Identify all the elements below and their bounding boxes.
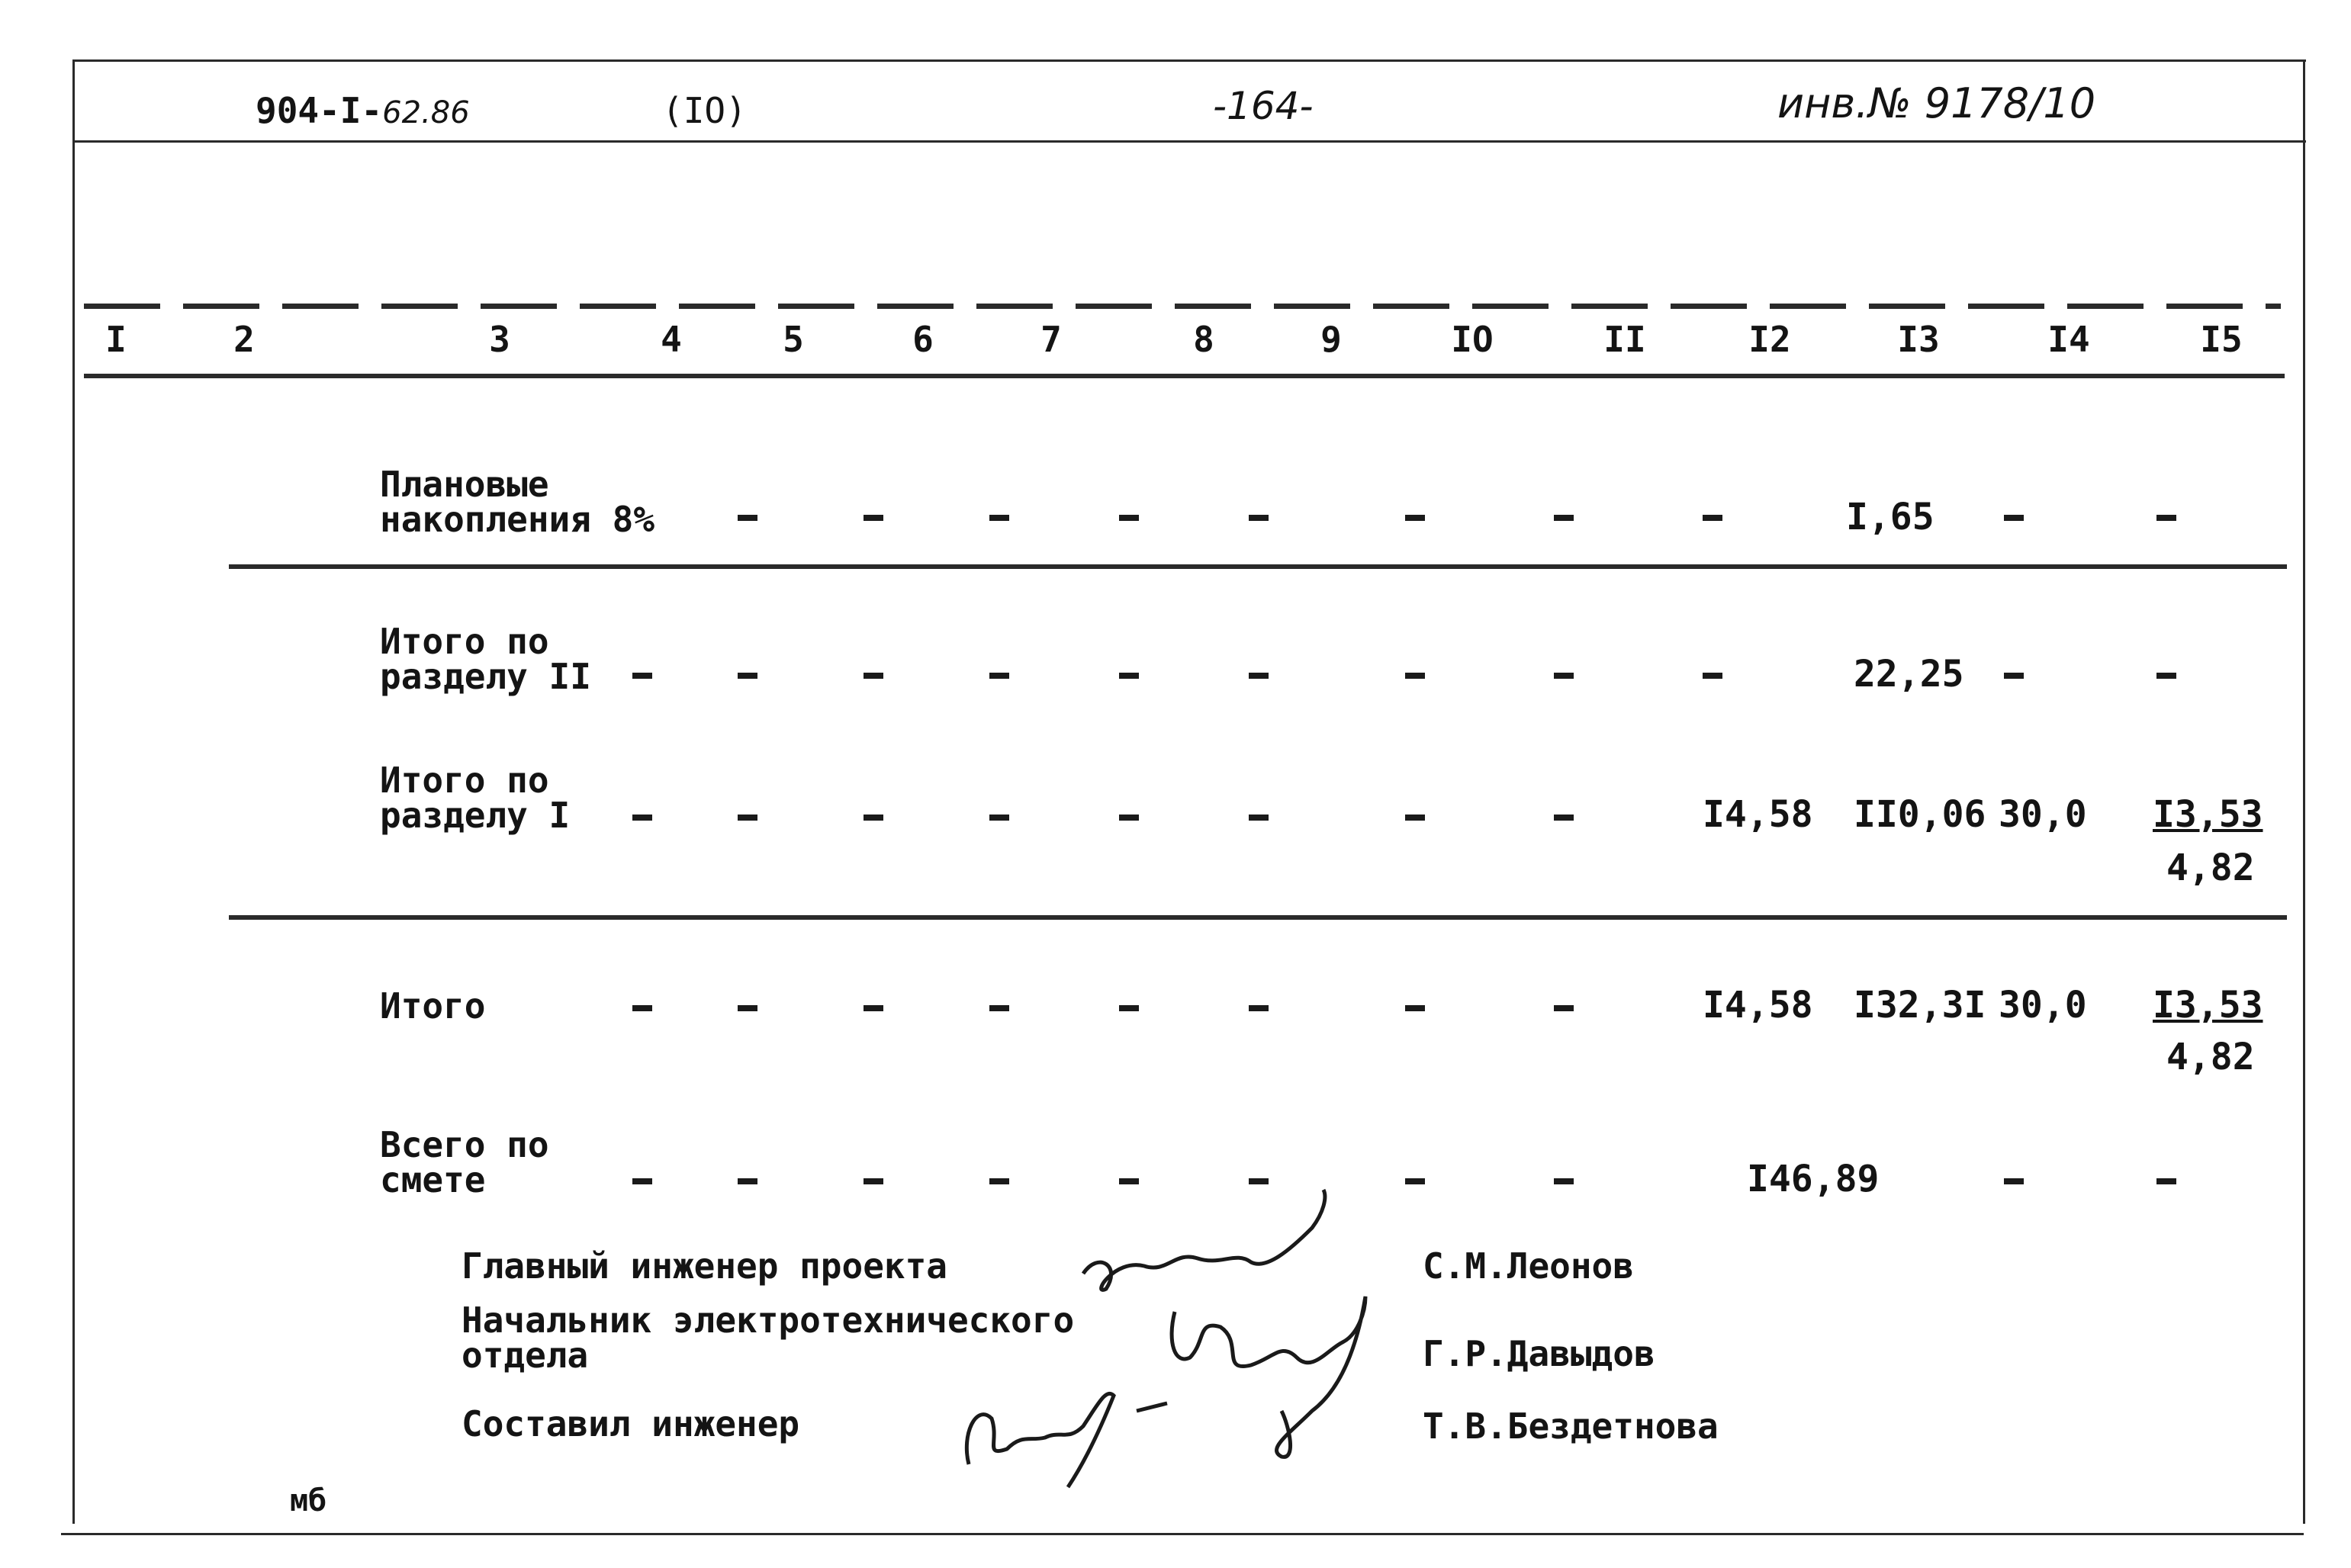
column-number: 4 xyxy=(661,319,682,360)
column-number: II xyxy=(1603,319,1646,360)
column-number: 8 xyxy=(1193,319,1214,360)
row-label xyxy=(380,1124,549,1200)
column-number: I3 xyxy=(1897,319,1940,360)
empty-cell-dash xyxy=(1405,515,1425,521)
empty-cell-dash xyxy=(864,815,883,821)
doc-code-handwritten: 62.86 xyxy=(382,95,470,130)
column-number: IO xyxy=(1451,319,1494,360)
empty-cell-dash xyxy=(1249,1005,1269,1011)
cell-value-total: I46,89 xyxy=(1747,1158,1880,1200)
empty-cell-dash xyxy=(632,1178,652,1184)
empty-cell-dash xyxy=(1405,1178,1425,1184)
column-number: 2 xyxy=(233,319,255,360)
empty-cell-dash xyxy=(1119,1178,1139,1184)
empty-cell-dash xyxy=(1405,815,1425,821)
empty-cell-dash xyxy=(632,815,652,821)
doc-code xyxy=(256,90,470,131)
empty-cell-dash xyxy=(1249,673,1269,679)
department-head-name: Г.Р.Давыдов xyxy=(1423,1333,1655,1374)
cell-value: I,65 xyxy=(1846,496,1935,538)
header-divider xyxy=(72,140,2306,143)
column-number: 7 xyxy=(1040,319,1062,360)
signature-chief xyxy=(1083,1190,1325,1290)
column-number: 6 xyxy=(912,319,934,360)
column-number: I4 xyxy=(2047,319,2090,360)
empty-cell-dash xyxy=(989,1178,1009,1184)
percent-value: 8% xyxy=(612,499,655,540)
footer-mark: мб xyxy=(290,1483,327,1518)
row-separator xyxy=(229,564,2287,569)
cell-value: I4,58 xyxy=(1703,984,1813,1027)
signature-author-stroke xyxy=(1137,1403,1167,1411)
row-label-line: разделу I xyxy=(380,795,571,836)
column-number: 5 xyxy=(783,319,804,360)
cell-value: I4,58 xyxy=(1703,793,1813,836)
empty-cell-dash xyxy=(1703,515,1722,521)
empty-cell-dash xyxy=(864,673,883,679)
empty-cell-dash xyxy=(1249,815,1269,821)
empty-cell-dash xyxy=(1119,1005,1139,1011)
row-label xyxy=(380,621,591,697)
role-line: Начальник электротехнического xyxy=(462,1300,1075,1341)
author-name: Т.В.Бездетнова xyxy=(1423,1406,1719,1447)
row-label xyxy=(380,760,571,836)
empty-cell-dash xyxy=(738,1005,757,1011)
empty-cell-dash xyxy=(1119,515,1139,521)
empty-cell-dash xyxy=(989,515,1009,521)
cell-value: 22,25 xyxy=(1854,653,1964,696)
empty-cell-dash xyxy=(738,673,757,679)
empty-cell-dash xyxy=(1405,1005,1425,1011)
cell-value-numerator: I3,53 xyxy=(2153,793,2263,836)
frame-right xyxy=(2303,59,2305,1524)
empty-cell-dash xyxy=(738,815,757,821)
empty-cell-dash xyxy=(2004,673,2024,679)
chief-engineer-name: С.М.Леонов xyxy=(1423,1245,1634,1287)
chief-engineer-role: Главный инженер проекта xyxy=(462,1245,947,1287)
empty-cell-dash xyxy=(1119,815,1139,821)
row-label-line: Итого по xyxy=(380,621,549,662)
signature-head xyxy=(1172,1296,1365,1457)
column-number: 3 xyxy=(489,319,510,360)
empty-cell-dash xyxy=(864,515,883,521)
empty-cell-dash xyxy=(1554,673,1574,679)
column-number: I xyxy=(105,319,127,360)
column-number: 9 xyxy=(1320,319,1342,360)
row-separator xyxy=(229,915,2287,920)
row-label-line: Плановые xyxy=(380,464,549,505)
cell-value-numerator: I3,53 xyxy=(2153,984,2263,1027)
inventory-number: инв.№ 9178/10 xyxy=(1777,79,2096,127)
page-number: -164- xyxy=(1213,84,1314,128)
cell-value-denominator: 4,82 xyxy=(2166,1036,2255,1078)
cell-value: 30,0 xyxy=(1999,984,2087,1027)
empty-cell-dash xyxy=(738,1178,757,1184)
row-label-line: Итого xyxy=(380,985,486,1027)
empty-cell-dash xyxy=(2156,1178,2176,1184)
row-label-line: смете xyxy=(380,1159,486,1200)
empty-cell-dash xyxy=(1703,673,1722,679)
empty-cell-dash xyxy=(632,673,652,679)
row-label xyxy=(380,464,655,540)
column-number: I5 xyxy=(2200,319,2243,360)
empty-cell-dash xyxy=(2004,1178,2024,1184)
sheet-label: (IO) xyxy=(662,90,747,131)
empty-cell-dash xyxy=(864,1005,883,1011)
author-role: Составил инженер xyxy=(462,1403,800,1444)
empty-cell-dash xyxy=(1119,673,1139,679)
cell-value: 30,0 xyxy=(1999,793,2087,836)
empty-cell-dash xyxy=(1554,1178,1574,1184)
row-label-line: разделу II xyxy=(380,656,591,697)
frame-left xyxy=(72,59,75,1524)
empty-cell-dash xyxy=(2156,673,2176,679)
row-label-line: Всего по xyxy=(380,1124,549,1165)
empty-cell-dash xyxy=(2156,515,2176,521)
empty-cell-dash xyxy=(1554,515,1574,521)
empty-cell-dash xyxy=(1405,673,1425,679)
department-head-role xyxy=(462,1300,1075,1376)
empty-cell-dash xyxy=(1554,1005,1574,1011)
cell-value-denominator: 4,82 xyxy=(2166,847,2255,889)
role-line: отдела xyxy=(462,1335,589,1376)
empty-cell-dash xyxy=(1249,1178,1269,1184)
empty-cell-dash xyxy=(989,1005,1009,1011)
empty-cell-dash xyxy=(738,515,757,521)
column-header-underline xyxy=(84,374,2285,378)
empty-cell-dash xyxy=(2004,515,2024,521)
empty-cell-dash xyxy=(864,1178,883,1184)
frame-bottom xyxy=(61,1533,2304,1535)
row-label-line: Итого по xyxy=(380,760,549,801)
empty-cell-dash xyxy=(989,815,1009,821)
signature-author xyxy=(966,1393,1114,1487)
empty-cell-dash xyxy=(1554,815,1574,821)
doc-code-printed: 904-I- xyxy=(256,90,383,131)
cell-value: II0,06 xyxy=(1854,793,1986,836)
empty-cell-dash xyxy=(989,673,1009,679)
row-label-line: накопления 8% xyxy=(380,499,655,540)
empty-cell-dash xyxy=(632,1005,652,1011)
empty-cell-dash xyxy=(1249,515,1269,521)
column-header-rule xyxy=(84,304,2281,309)
cell-value: I32,3I xyxy=(1854,984,1986,1027)
row-label xyxy=(380,985,486,1027)
column-number: I2 xyxy=(1748,319,1791,360)
frame-top xyxy=(72,59,2306,62)
